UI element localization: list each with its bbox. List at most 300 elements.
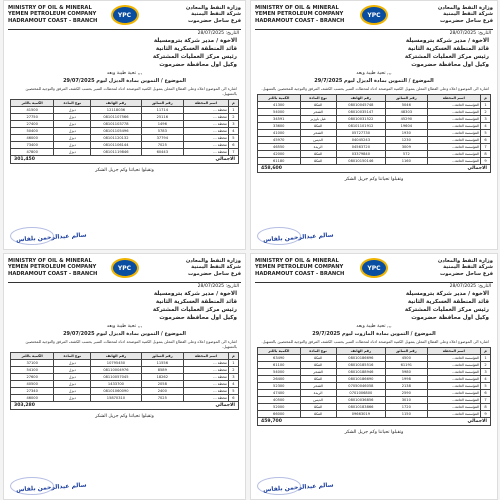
closing-remark: وتقبلوا تحياتنا وكم جزيل الشكر [344,177,404,182]
table-cell: 11556 [141,360,183,367]
document-date: التاريخ: 28/07/2025 [449,284,491,289]
letterhead-arabic-line: شركة النفط اليمنية [191,264,241,271]
column-header: م [481,95,491,102]
table-cell: المؤسسة العامة... [427,158,481,165]
subject-line: الموضوع / التموين بمادة الديزل ليوم 29/07/2025 [63,78,186,84]
letterhead-english-line: HADRAMOUT COAST - BRANCH [8,17,98,24]
recipient-line: قائد المنطقة العسكرية الثانية [155,299,237,305]
table-cell: المؤسسة العامة... [427,151,481,158]
table-row [11,121,239,128]
table-cell: 8 [481,151,491,158]
recipient-line: وكيل اول محافظة حضرموت [159,62,237,68]
table-cell: 11714 [141,107,183,114]
table-row [258,102,491,109]
letterhead-english-line: YEMEN PETROLEUM COMPANY [255,264,344,271]
subject-line: الموضوع / التموين بمادة المازوت ليوم 29/7/2025 [312,331,436,337]
table-cell: 5 [228,135,238,142]
recipient-line: الاخوة / مدير شركة بترومسيلة [405,38,489,44]
body-paragraph: اشارة الى الموضوع اعلاه وعلى القطاع المعلن بتمويل الكمية الموضحة ادناه لمحطات السير بحسب الكشف المرفق والتوجيه للمختصين بالتسهيل. [25,86,237,96]
column-header: نوع المادة [54,353,91,360]
column-header: م [481,348,491,355]
table-cell: المؤسسة العامة... [427,404,481,411]
table-cell: المكلا [300,123,336,130]
recipient-line: الاخوة / مدير شركة بترومسيلة [405,291,489,297]
table-cell: 7025 [141,395,183,402]
table-cell: الديس [300,137,336,144]
greeting: تحية طيبة وبعد ,,, [106,324,143,329]
table-cell: 09663019 [336,411,385,418]
letterhead-arabic [438,5,493,24]
table-row [258,383,491,390]
table-cell: 2138 [386,383,428,390]
table-cell: 1930 [386,130,428,137]
letterhead-arabic-line: وزارة النفط والمعادن [437,5,493,11]
table-row [11,149,239,156]
table-cell: 5980 [386,369,428,376]
company-logo-icon: YPC [360,258,388,278]
table-cell: المكلا [300,158,336,165]
table-cell: 08010036856 [336,397,385,404]
letterhead-english-line: MINISTRY OF OIL & MINERAL [8,5,92,11]
table-row [258,404,491,411]
table-row [258,144,491,151]
table-cell: 25116 [141,114,183,121]
table-cell: ديزل [54,381,91,388]
table-cell: محطة ... [183,142,228,149]
table-cell: 4 [481,376,491,383]
table-cell: محطة ... [183,114,228,121]
table-cell: المكلا [300,376,336,383]
table-cell: المؤسسة العامة... [427,123,481,130]
letter-sheet [3,253,246,500]
table-cell: المؤسسة العامة... [427,383,481,390]
table-cell: 1 [481,355,491,362]
table-cell: 08010035147 [336,109,385,116]
table-row [11,381,239,388]
table-cell: 7025 [141,142,183,149]
total-value: 303,280 [14,403,35,408]
column-header: اسم المحطة [427,348,481,355]
table-cell: 7 [481,144,491,151]
table-cell: 47400 [258,390,301,397]
letterhead-arabic-line: شركة النفط اليمنية [191,11,241,18]
letterhead [4,254,245,288]
header-divider [8,282,241,283]
table-cell: 04045243 [336,137,385,144]
header-divider [255,282,493,283]
table-cell: 12118036 [91,107,141,114]
document-date: التاريخ: 28/07/2025 [197,31,239,36]
table-row [258,158,491,165]
document-date: التاريخ: 28/07/2025 [197,284,239,289]
column-header: اسم المحطة [183,353,228,360]
table-cell: 5 [481,383,491,390]
column-header: اسم المحطة [427,95,481,102]
letterhead-english [8,5,97,24]
table-row [11,367,239,374]
table-cell: 52000 [258,404,301,411]
table-cell: محطة ... [183,388,228,395]
total-label: الاجمالي [467,419,487,424]
table-cell: 08010185516 [336,362,385,369]
body-paragraph: اشارة الى الموضوع اعلاه وعلى القطاع المعلن بتمويل الكمية الموضحة ادناه لمحطات السير بحسب الكشف المرفق والتوجيه للمختصين بالتسهيل. [25,339,237,349]
table-cell: 34591 [258,116,301,123]
table-cell: المؤسسة العامة... [427,362,481,369]
closing-remark: وتقبلوا تحياتنا وكم جزيل الشكر [344,430,404,435]
table-cell: المكلا [300,411,336,418]
table-cell: الريدة [300,390,336,397]
table-row [258,376,491,383]
table-cell: 27750 [11,114,54,121]
table-row [11,360,239,367]
table-cell: 5 [228,388,238,395]
letterhead-english-line: MINISTRY OF OIL & MINERAL [255,5,339,11]
table-cell: 19604 [386,123,428,130]
recipient-block [251,37,497,69]
table-cell: 9 [481,158,491,165]
table-cell: 03379840 [336,151,385,158]
subject-line: الموضوع / التموين بمادة الديزل ليوم 29/7/2025 [314,78,434,84]
table-cell: 4500 [386,355,428,362]
table-cell: 8589 [141,367,183,374]
table-cell: 7 [228,149,238,156]
table-cell: المكلا [300,404,336,411]
table-row [258,109,491,116]
table-cell: 572 [386,151,428,158]
table-cell: المكلا [300,355,336,362]
table-cell: 1998 [386,376,428,383]
total-row [257,418,491,426]
table-cell: 08010031522 [336,116,385,123]
table-cell: المؤسسة العامة... [427,109,481,116]
table-cell: 1230 [386,137,428,144]
table-header-row [258,95,491,102]
table-cell: 46000 [11,135,54,142]
body-paragraph: اشارة الى الموضوع اعلاه وعلى القطاع المعلن بتمويل الكمية الموضحة ادناه لمحطات السير بحسب الكشف المرفق والتوجيه للمختصين بالتسهيل. [261,86,489,91]
table-cell: ديزل [54,114,91,121]
table-cell: 08010150146 [336,158,385,165]
letterhead [251,254,497,288]
table-cell: 60443 [141,149,183,156]
table-cell: 52300 [258,383,301,390]
table-cell: ديزل [54,360,91,367]
table-cell: الشحر [300,369,336,376]
letterhead-english [255,5,344,24]
recipient-block [251,290,497,322]
letterhead-arabic-line: وزارة النفط والمعادن [437,258,493,264]
signature: سالم عبدالرحمن بلفاس [15,231,87,244]
table-cell: المؤسسة العامة... [427,144,481,151]
table-cell: محطة ... [183,374,228,381]
table-cell: 08101103778 [91,121,141,128]
table-cell: 6 [481,137,491,144]
table-row [11,135,239,142]
table-cell: 08101120132 [91,135,141,142]
column-header: الكمية باللتر [258,95,301,102]
table-cell: 8 [481,404,491,411]
table-cell: 27600 [11,374,54,381]
table-cell: محطة ... [183,360,228,367]
recipient-line: وكيل اول محافظة حضرموت [411,62,489,68]
letterhead-english-line: YEMEN PETROLEUM COMPANY [8,11,97,18]
document-date: التاريخ: 28/07/2025 [449,31,491,36]
table-cell: المكلا [300,151,336,158]
total-row [257,165,491,173]
header-divider [8,29,241,30]
recipient-line: قائد المنطقة العسكرية الثانية [407,299,489,305]
greeting: تحية طيبة وبعد ,,, [356,71,392,76]
table-cell: 1 [481,102,491,109]
table-cell: 6 [481,390,491,397]
recipient-line: الاخوة / مدير شركة بترومسيلة [153,38,237,44]
table-cell: 26400 [258,376,301,383]
recipient-line: قائد المنطقة العسكرية الثانية [407,46,489,52]
letterhead-arabic [438,258,493,277]
table-cell: 1496 [141,121,183,128]
table-cell: ديزل [54,128,91,135]
table-cell: 48303 [386,109,428,116]
letterhead-arabic-line: فرع ساحل حضرموت [188,270,241,277]
recipient-line: رئيس مركز العمليات المشتركة [152,307,237,313]
table-cell: 2 [481,362,491,369]
table-cell: غيل باوزير [300,116,336,123]
table-cell: 27400 [11,121,54,128]
table-cell: 40500 [11,381,54,388]
greeting: تحية طيبة وبعد ,,, [356,324,392,329]
table-cell: المؤسسة العامة... [427,355,481,362]
letterhead-arabic-line: وزارة النفط والمعادن [185,258,241,264]
letterhead-english-line: HADRAMOUT COAST - BRANCH [255,17,345,24]
recipient-line: رئيس مركز العمليات المشتركة [152,54,237,60]
recipient-line: وكيل اول محافظة حضرموت [411,315,489,321]
table-cell: 2058 [141,381,183,388]
table-cell: 18262 [141,374,183,381]
table-cell: 08101101912 [336,123,385,130]
table-cell: 05727730 [336,130,385,137]
table-cell: 2 [228,367,238,374]
total-label: الاجمالي [215,157,235,162]
letter-sheet [3,0,246,250]
table-row [11,374,239,381]
table-cell: محطة ... [183,367,228,374]
table-cell: 08101105496 [91,128,141,135]
letterhead [251,1,497,35]
table-cell: 7 [481,397,491,404]
closing-remark: وتقبلوا تحياتنا وكم جزيل الشكر [95,414,154,419]
column-header: رقم الهاتف [336,348,385,355]
table-cell: 42000 [258,151,301,158]
table-cell: 37794 [141,135,183,142]
allocation-table [10,352,239,402]
table-cell: 08101060090 [91,388,141,395]
table-cell: الشحر [300,109,336,116]
table-cell: 08101106144 [91,142,141,149]
table-cell: المؤسسة العامة... [427,130,481,137]
letterhead-english-line: HADRAMOUT COAST - BRANCH [8,270,98,277]
column-header: م [228,100,238,107]
table-cell: ديزل [54,121,91,128]
table-row [11,142,239,149]
table-cell: 41000 [258,130,301,137]
table-cell: 08010186696 [336,355,385,362]
table-cell: 3 [228,121,238,128]
table-row [258,137,491,144]
recipient-line: وكيل اول محافظة حضرموت [159,315,237,321]
column-header: رقم السائق [141,353,183,360]
column-header: رقم السائق [141,100,183,107]
table-cell: 08110057045 [91,374,141,381]
table-cell: 3010 [386,397,428,404]
table-cell: 41500 [11,107,54,114]
letter-sheet [250,253,498,500]
table-row [11,128,239,135]
table-cell: الشحر [300,383,336,390]
table-cell: 2590 [386,390,428,397]
table-cell: ديزل [54,374,91,381]
table-cell: 1 [228,360,238,367]
table-cell: 41300 [258,102,301,109]
table-cell: المؤسسة العامة... [427,390,481,397]
allocation-table [257,94,491,165]
table-cell: 5046 [386,102,428,109]
table-cell: ديزل [54,107,91,114]
column-header: رقم الهاتف [336,95,385,102]
column-header: اسم المحطة [183,100,228,107]
table-cell: 2400 [141,388,183,395]
table-row [11,114,239,121]
letterhead-english-line: MINISTRY OF OIL & MINERAL [8,258,92,264]
table-header-row [258,348,491,355]
table-cell: محطة ... [183,381,228,388]
table-cell: المؤسسة العامة... [427,397,481,404]
table-cell: 73400 [11,142,54,149]
table-cell: 10795450 [91,360,141,367]
table-cell: 47800 [11,149,54,156]
column-header: الكمية باللتر [258,348,301,355]
recipient-line: الاخوة / مدير شركة بترومسيلة [153,291,237,297]
letterhead-english-line: YEMEN PETROLEUM COMPANY [8,264,97,271]
column-header: رقم السائق [386,348,428,355]
table-row [258,355,491,362]
table-row [258,116,491,123]
table-cell: محطة ... [183,149,228,156]
table-cell: 27340 [11,388,54,395]
recipient-block [4,290,245,322]
table-cell: 33600 [258,123,301,130]
company-logo-icon: YPC [111,5,139,25]
table-cell: 4 [481,123,491,130]
table-cell: 3009 [386,144,428,151]
table-cell: محطة ... [183,121,228,128]
column-header: الكمية باللتر [11,100,54,107]
table-cell: 1720 [386,404,428,411]
table-cell: 15870310 [91,395,141,402]
table-cell: 50400 [11,128,54,135]
table-row [11,395,239,402]
table-cell: 6 [228,395,238,402]
table-row [11,107,239,114]
table-cell: ديزل [54,367,91,374]
letterhead-arabic-line: شركة النفط اليمنية [443,11,493,18]
company-logo-icon: YPC [360,5,388,25]
body-paragraph: اشارة الى الموضوع اعلاه وعلى القطاع المعلن بتمويل الكمية الموضحة ادناه لمحطات السير بحسب الكشف المرفق والتوجيه للمختصين بالتسهيل. [261,339,489,344]
column-header: الكمية باللتر [11,353,54,360]
table-cell: 45970 [258,137,301,144]
letterhead-arabic-line: فرع ساحل حضرموت [440,17,493,24]
table-cell: 08101107566 [91,114,141,121]
table-cell: 08110004976 [91,367,141,374]
total-label: الاجمالي [215,403,235,408]
letter-sheet [250,0,498,250]
table-cell: 61191 [386,362,428,369]
table-row [258,397,491,404]
table-cell: الديس [300,397,336,404]
table-cell: 2 [228,114,238,121]
column-header: نوع المادة [300,95,336,102]
table-cell: محطة ... [183,135,228,142]
greeting: تحية طيبة وبعد ,,, [106,71,143,76]
signature: سالم عبدالرحمن بلفاس [15,481,87,494]
table-cell: 08101119846 [91,149,141,156]
table-cell: الريدة [300,144,336,151]
table-row [258,123,491,130]
subject-line: الموضوع / التموين بمادة الديزل ليوم 29/07/2025 [63,331,186,337]
table-cell: المؤسسة العامة... [427,116,481,123]
table-cell: المؤسسة العامة... [427,369,481,376]
table-header-row [11,100,239,107]
closing-remark: وتقبلوا تحياتنا وكم جزيل الشكر [95,168,154,173]
table-cell: 40500 [258,397,301,404]
table-cell: 45290 [386,116,428,123]
table-cell: محطة ... [183,107,228,114]
total-value: 458,600 [261,166,282,171]
table-cell: 66000 [258,411,301,418]
recipient-line: رئيس مركز العمليات المشتركة [404,54,489,60]
table-cell: المؤسسة العامة... [427,376,481,383]
table-cell: محطة ... [183,128,228,135]
allocation-table [257,347,491,418]
table-cell: 4 [228,128,238,135]
letterhead-arabic-line: فرع ساحل حضرموت [440,270,493,277]
letterhead [4,1,245,35]
recipient-line: رئيس مركز العمليات المشتركة [404,307,489,313]
table-cell: 63490 [258,355,301,362]
table-row [11,388,239,395]
column-header: نوع المادة [54,100,91,107]
table-row [258,362,491,369]
table-cell: ديزل [54,149,91,156]
table-cell: 54000 [258,369,301,376]
column-header: نوع المادة [300,348,336,355]
letterhead-english [8,258,97,277]
table-cell: 1 [228,107,238,114]
table-cell: 4 [228,381,238,388]
table-cell: 07050046058 [336,383,385,390]
table-cell: 54000 [258,109,301,116]
recipient-block [4,37,245,69]
table-cell: 46000 [11,395,54,402]
table-cell: 3 [481,116,491,123]
letterhead-english-line: YEMEN PETROLEUM COMPANY [255,11,344,18]
table-cell: ديزل [54,135,91,142]
total-value: 301,450 [14,157,35,162]
table-cell: 08010186690 [336,376,385,383]
table-cell: المؤسسة العامة... [427,137,481,144]
table-cell: 61100 [258,362,301,369]
letterhead-english-line: MINISTRY OF OIL & MINERAL [255,258,339,264]
total-label: الاجمالي [467,166,487,171]
table-cell: ديزل [54,142,91,149]
